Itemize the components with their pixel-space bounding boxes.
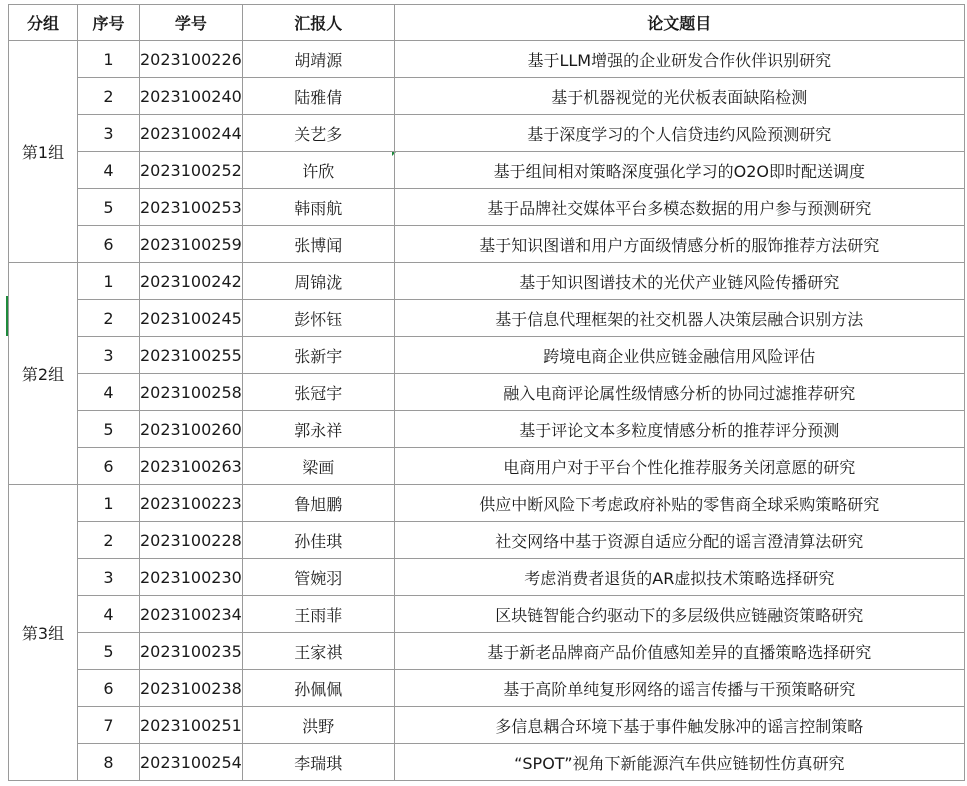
- student-id-cell[interactable]: 2023100255: [140, 337, 243, 374]
- header-thesis-title[interactable]: 论文题目: [394, 5, 964, 41]
- student-id-cell[interactable]: 2023100258: [140, 374, 243, 411]
- seq-cell[interactable]: 7: [78, 707, 140, 744]
- presenter-cell[interactable]: 孙佩佩: [242, 670, 394, 707]
- table-row: [9, 152, 965, 189]
- student-id-cell[interactable]: 2023100244: [140, 115, 243, 152]
- student-id-cell[interactable]: 2023100223: [140, 485, 243, 522]
- presenter-cell[interactable]: 许欣: [242, 152, 394, 189]
- student-id-cell[interactable]: 2023100226: [140, 41, 243, 78]
- thesis-title-cell[interactable]: 基于组间相对策略深度强化学习的O2O即时配送调度: [394, 152, 964, 189]
- table-row: [9, 633, 965, 670]
- student-id-cell[interactable]: 2023100252: [140, 152, 243, 189]
- table-row: [9, 263, 965, 300]
- student-id-cell[interactable]: 2023100245: [140, 300, 243, 337]
- thesis-title-cell[interactable]: 跨境电商企业供应链金融信用风险评估: [394, 337, 964, 374]
- presenter-cell[interactable]: 梁画: [242, 448, 394, 485]
- student-id-cell[interactable]: 2023100235: [140, 633, 243, 670]
- student-id-cell[interactable]: 2023100240: [140, 78, 243, 115]
- student-id-cell[interactable]: 2023100251: [140, 707, 243, 744]
- header-seq[interactable]: 序号: [78, 5, 140, 41]
- seq-cell[interactable]: 2: [78, 522, 140, 559]
- student-id-cell[interactable]: 2023100260: [140, 411, 243, 448]
- table-row: [9, 189, 965, 226]
- student-id-cell[interactable]: 2023100253: [140, 189, 243, 226]
- presenter-cell[interactable]: 彭怀钰: [242, 300, 394, 337]
- student-id-cell[interactable]: 2023100254: [140, 744, 243, 781]
- table-row: [9, 300, 965, 337]
- table-row: [9, 707, 965, 744]
- seq-cell[interactable]: 8: [78, 744, 140, 781]
- seq-cell[interactable]: 2: [78, 300, 140, 337]
- presenter-cell[interactable]: 张新宇: [242, 337, 394, 374]
- thesis-title-cell[interactable]: 基于高阶单纯复形网络的谣言传播与干预策略研究: [394, 670, 964, 707]
- presenter-cell[interactable]: 胡靖源: [242, 41, 394, 78]
- student-id-cell[interactable]: 2023100230: [140, 559, 243, 596]
- table-row: [9, 374, 965, 411]
- thesis-title-cell[interactable]: 电商用户对于平台个性化推荐服务关闭意愿的研究: [394, 448, 964, 485]
- thesis-title-cell[interactable]: 基于深度学习的个人信贷违约风险预测研究: [394, 115, 964, 152]
- presenter-cell[interactable]: 郭永祥: [242, 411, 394, 448]
- thesis-title-cell[interactable]: 融入电商评论属性级情感分析的协同过滤推荐研究: [394, 374, 964, 411]
- thesis-title-cell[interactable]: 基于机器视觉的光伏板表面缺陷检测: [394, 78, 964, 115]
- seq-cell[interactable]: 5: [78, 189, 140, 226]
- seq-cell[interactable]: 1: [78, 485, 140, 522]
- thesis-title-cell[interactable]: 基于评论文本多粒度情感分析的推荐评分预测: [394, 411, 964, 448]
- seq-cell[interactable]: 3: [78, 337, 140, 374]
- header-student-id[interactable]: 学号: [140, 5, 243, 41]
- presenter-cell[interactable]: 周锦泷: [242, 263, 394, 300]
- report-schedule-table: [8, 4, 965, 781]
- seq-cell[interactable]: 3: [78, 559, 140, 596]
- seq-cell[interactable]: 6: [78, 448, 140, 485]
- table-row: [9, 485, 965, 522]
- student-id-cell[interactable]: 2023100228: [140, 522, 243, 559]
- table-row: [9, 226, 965, 263]
- seq-cell[interactable]: 5: [78, 633, 140, 670]
- seq-cell[interactable]: 4: [78, 374, 140, 411]
- thesis-title-cell[interactable]: 考虑消费者退货的AR虚拟技术策略选择研究: [394, 559, 964, 596]
- thesis-title-cell[interactable]: 区块链智能合约驱动下的多层级供应链融资策略研究: [394, 596, 964, 633]
- presenter-cell[interactable]: 陆雅倩: [242, 78, 394, 115]
- presenter-cell[interactable]: 关艺多: [242, 115, 394, 152]
- thesis-title-cell[interactable]: 基于品牌社交媒体平台多模态数据的用户参与预测研究: [394, 189, 964, 226]
- thesis-title-cell[interactable]: 基于知识图谱技术的光伏产业链风险传播研究: [394, 263, 964, 300]
- table-row: [9, 744, 965, 781]
- presenter-cell[interactable]: 孙佳琪: [242, 522, 394, 559]
- student-id-cell[interactable]: 2023100242: [140, 263, 243, 300]
- thesis-title-cell[interactable]: 社交网络中基于资源自适应分配的谣言澄清算法研究: [394, 522, 964, 559]
- table-row: [9, 522, 965, 559]
- table-row: [9, 115, 965, 152]
- seq-cell[interactable]: 2: [78, 78, 140, 115]
- group-name-cell[interactable]: 第2组: [9, 263, 78, 485]
- presenter-cell[interactable]: 韩雨航: [242, 189, 394, 226]
- thesis-title-cell[interactable]: 基于信息代理框架的社交机器人决策层融合识别方法: [394, 300, 964, 337]
- table-row: [9, 670, 965, 707]
- presenter-cell[interactable]: 管婉羽: [242, 559, 394, 596]
- seq-cell[interactable]: 3: [78, 115, 140, 152]
- presenter-cell[interactable]: 张博闻: [242, 226, 394, 263]
- presenter-cell[interactable]: 李瑞琪: [242, 744, 394, 781]
- header-group[interactable]: 分组: [9, 5, 78, 41]
- seq-cell[interactable]: 6: [78, 226, 140, 263]
- presenter-cell[interactable]: 鲁旭鹏: [242, 485, 394, 522]
- thesis-title-cell[interactable]: 基于知识图谱和用户方面级情感分析的服饰推荐方法研究: [394, 226, 964, 263]
- thesis-title-cell[interactable]: 多信息耦合环境下基于事件触发脉冲的谣言控制策略: [394, 707, 964, 744]
- table-row: [9, 596, 965, 633]
- presenter-cell[interactable]: 王雨菲: [242, 596, 394, 633]
- seq-cell[interactable]: 1: [78, 263, 140, 300]
- thesis-title-cell[interactable]: 基于新老品牌商产品价值感知差异的直播策略选择研究: [394, 633, 964, 670]
- student-id-cell[interactable]: 2023100234: [140, 596, 243, 633]
- thesis-title-cell[interactable]: “SPOT”视角下新能源汽车供应链韧性仿真研究: [394, 744, 964, 781]
- table-row: [9, 559, 965, 596]
- table-row: [9, 337, 965, 374]
- presenter-cell[interactable]: 张冠宇: [242, 374, 394, 411]
- thesis-title-cell[interactable]: 供应中断风险下考虑政府补贴的零售商全球采购策略研究: [394, 485, 964, 522]
- presenter-cell[interactable]: 王家祺: [242, 633, 394, 670]
- group-name-cell[interactable]: 第3组: [9, 485, 78, 781]
- table-row: [9, 41, 965, 78]
- seq-cell[interactable]: 1: [78, 41, 140, 78]
- table-row: [9, 78, 965, 115]
- header-presenter[interactable]: 汇报人: [242, 5, 394, 41]
- seq-cell[interactable]: 4: [78, 596, 140, 633]
- table-body: [9, 41, 965, 781]
- student-id-cell[interactable]: 2023100238: [140, 670, 243, 707]
- seq-cell[interactable]: 6: [78, 670, 140, 707]
- student-id-cell[interactable]: 2023100263: [140, 448, 243, 485]
- group-name-cell[interactable]: 第1组: [9, 41, 78, 263]
- table-row: [9, 448, 965, 485]
- student-id-cell[interactable]: 2023100259: [140, 226, 243, 263]
- seq-cell[interactable]: 4: [78, 152, 140, 189]
- table-row: [9, 411, 965, 448]
- presenter-cell[interactable]: 洪野: [242, 707, 394, 744]
- header-row: [9, 5, 965, 41]
- sheet-left-margin: [0, 0, 8, 786]
- thesis-title-cell[interactable]: 基于LLM增强的企业研发合作伙伴识别研究: [394, 41, 964, 78]
- seq-cell[interactable]: 5: [78, 411, 140, 448]
